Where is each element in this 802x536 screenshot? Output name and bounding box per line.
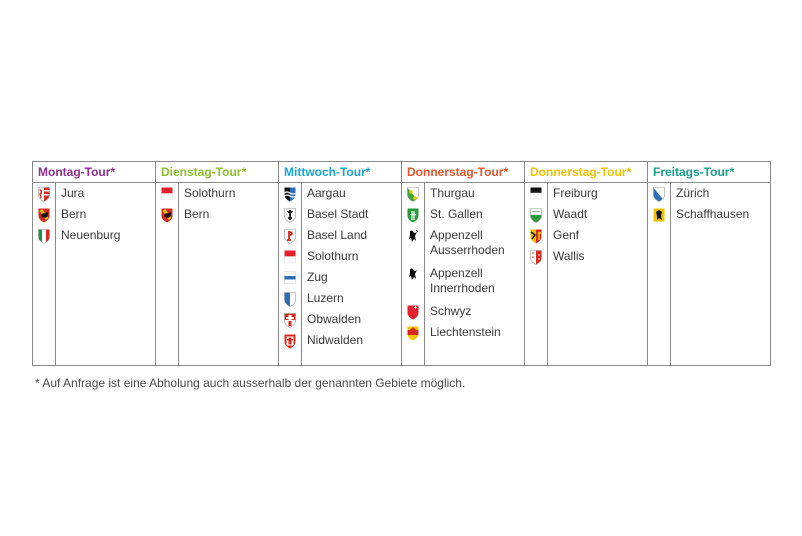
- canton-row: [525, 206, 647, 227]
- canton-label: Aargau: [307, 186, 346, 200]
- zug-coat-of-arms-icon: [279, 269, 301, 286]
- canton-row: [279, 227, 401, 248]
- canton-row: [156, 206, 278, 227]
- tour-column-title: Mittwoch-Tour*: [279, 162, 401, 183]
- canton-label: Nidwalden: [307, 333, 364, 347]
- genf-coat-of-arms-icon: [525, 227, 547, 244]
- canton-row: [525, 185, 647, 206]
- tour-column: [401, 162, 524, 365]
- bern-coat-of-arms-icon: [33, 206, 55, 223]
- bern-coat-of-arms-icon: [156, 206, 178, 223]
- canton-label: Basel Stadt: [307, 207, 369, 221]
- canton-row: [648, 185, 770, 206]
- solothurn-coat-of-arms-icon: [156, 185, 178, 202]
- basel-land-coat-of-arms-icon: [279, 227, 301, 244]
- appenzell-innerrhoden-coat-of-arms-icon: [402, 265, 424, 282]
- canton-label: Solothurn: [184, 186, 236, 200]
- luzern-coat-of-arms-icon: [279, 290, 301, 307]
- canton-label: Bern: [61, 207, 87, 221]
- tour-table: [32, 161, 771, 366]
- tour-column-title: Montag-Tour*: [33, 162, 155, 183]
- aargau-coat-of-arms-icon: [279, 185, 301, 202]
- canton-label: Schaffhausen: [676, 207, 750, 221]
- thurgau-coat-of-arms-icon: [402, 185, 424, 202]
- tour-column: [33, 162, 155, 365]
- wallis-coat-of-arms-icon: [525, 248, 547, 265]
- tour-column-body: [33, 183, 155, 365]
- canton-row: [402, 324, 524, 345]
- tour-column-title: Dienstag-Tour*: [156, 162, 278, 183]
- canton-label: Thurgau: [430, 186, 475, 200]
- liechtenstein-coat-of-arms-icon: [402, 324, 424, 341]
- canton-row: [525, 248, 647, 269]
- canton-label: St. Gallen: [430, 207, 483, 221]
- canton-label: Basel Land: [307, 228, 368, 242]
- canton-label: Schwyz: [430, 304, 472, 318]
- canton-label: Wallis: [553, 249, 585, 263]
- canton-row: [402, 303, 524, 324]
- schaffhausen-coat-of-arms-icon: [648, 206, 670, 223]
- canton-label: Solothurn: [307, 249, 359, 263]
- canton-label: Appenzell Ausserrhoden: [430, 228, 505, 257]
- canton-label: Jura: [61, 186, 85, 200]
- tour-column: [647, 162, 770, 365]
- canton-label: Genf: [553, 228, 580, 242]
- canton-row: [279, 248, 401, 269]
- nidwalden-coat-of-arms-icon: [279, 332, 301, 349]
- canton-label: Neuenburg: [61, 228, 121, 242]
- tour-column-title: Donnerstag-Tour*: [402, 162, 524, 183]
- canton-row: [402, 227, 524, 265]
- obwalden-coat-of-arms-icon: [279, 311, 301, 328]
- footnote: * Auf Anfrage ist eine Abholung auch ausserhalb der genannten Gebiete möglich.: [35, 376, 466, 390]
- canton-label: Appenzell Innerrhoden: [430, 266, 495, 295]
- schwyz-coat-of-arms-icon: [402, 303, 424, 320]
- canton-row: [279, 332, 401, 353]
- tour-column-body: [156, 183, 278, 365]
- tour-column-body: [525, 183, 647, 365]
- canton-row: [279, 185, 401, 206]
- canton-row: [279, 269, 401, 290]
- basel-stadt-coat-of-arms-icon: [279, 206, 301, 223]
- waadt-coat-of-arms-icon: [525, 206, 547, 223]
- solothurn-coat-of-arms-icon: [279, 248, 301, 265]
- canton-row: [525, 227, 647, 248]
- canton-row: [33, 227, 155, 248]
- canton-row: [402, 265, 524, 303]
- canton-row: [33, 185, 155, 206]
- st-gallen-coat-of-arms-icon: [402, 206, 424, 223]
- canton-label: Liechtenstein: [430, 325, 501, 339]
- canton-label: Zürich: [676, 186, 710, 200]
- canton-row: [648, 206, 770, 227]
- jura-coat-of-arms-icon: [33, 185, 55, 202]
- freiburg-coat-of-arms-icon: [525, 185, 547, 202]
- tour-column: [278, 162, 401, 365]
- canton-label: Freiburg: [553, 186, 598, 200]
- tour-column-body: [402, 183, 524, 365]
- canton-row: [402, 185, 524, 206]
- neuenburg-coat-of-arms-icon: [33, 227, 55, 244]
- zuerich-coat-of-arms-icon: [648, 185, 670, 202]
- canton-row: [279, 311, 401, 332]
- tour-column-body: [648, 183, 770, 365]
- tour-column-title: Freitags-Tour*: [648, 162, 770, 183]
- canton-label: Zug: [307, 270, 328, 284]
- tour-column: [524, 162, 647, 365]
- canton-row: [33, 206, 155, 227]
- canton-row: [156, 185, 278, 206]
- tour-column-title: Donnerstag-Tour*: [525, 162, 647, 183]
- canton-label: Luzern: [307, 291, 344, 305]
- tour-column: [155, 162, 278, 365]
- canton-label: Obwalden: [307, 312, 362, 326]
- tour-column-body: [279, 183, 401, 365]
- canton-label: Bern: [184, 207, 210, 221]
- canton-row: [402, 206, 524, 227]
- canton-row: [279, 290, 401, 311]
- canton-row: [279, 206, 401, 227]
- appenzell-ausserrhoden-coat-of-arms-icon: [402, 227, 424, 244]
- canton-label: Waadt: [553, 207, 588, 221]
